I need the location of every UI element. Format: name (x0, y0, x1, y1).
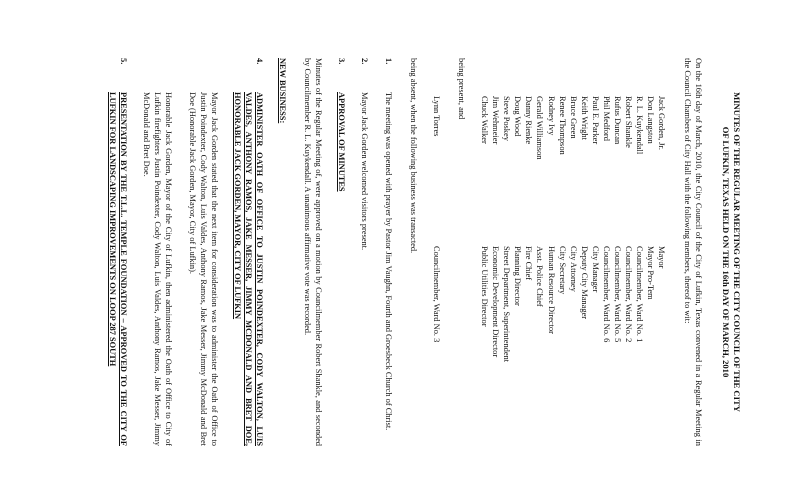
roster-row (634, 96, 645, 362)
item-text: The meeting was opened with prayer by Pastor Jim Vaughn, Fourth and Groesbeck Church of Christ. (383, 92, 393, 431)
roster-row (523, 96, 534, 362)
roster-name: Steve Poskey (502, 96, 512, 141)
roster-title: Mayor (657, 246, 667, 269)
roster-name: Keith Wright (579, 96, 589, 140)
title-line-1: MINUTES OF THE REGULAR MEETING OF THE CITY COUNCIL OF THE CITY (732, 92, 742, 412)
roster-name: Phil Medford (602, 96, 611, 141)
roster-title: Councilmember, Ward No. 1 (635, 246, 645, 343)
item-number: 5. (119, 58, 129, 65)
roster-title: Councilmember, Ward No. 5 (613, 246, 623, 343)
item-4-paragraph-1: Mayor Jack Gorden stated that the next item for consideration was to administer the Oath of Office to Justin Poindexter, Cody Walton, Luis Valdes, Anthony Ramos, Jake Messer, Jimmy McDonald and Bret Doe (Honorable Jack Gorden, Mayor, City of Lufkin). (187, 92, 219, 446)
roster-name: Chuck Walker (479, 96, 489, 144)
absent-note: being absent, when the following business was transacted. (408, 58, 418, 254)
roster-name: Rodney Ivy (546, 96, 556, 136)
roster-title: Human Resource Director (546, 246, 556, 334)
intro-paragraph: On the 16th day of March, 2010, the City Council of the City of Lufkin, Texas convened in a Regular Meeting in the Council Chambers of City Hall with the following members, thereof to wit: (682, 58, 703, 446)
roster-row (612, 96, 623, 362)
agenda-item-4 (232, 58, 265, 446)
absent-row (431, 96, 442, 342)
roster-name: Robert Shankle (624, 96, 634, 148)
absent-name: Lynn Torres (431, 96, 441, 137)
roster-title: Asst. Police Chief (535, 246, 545, 307)
item-4-paragraph-2: Honorable Jack Gorden, Mayor of the City of Lufkin, then administered the Oath of Office to City of Lufkin firefighters Justin Poindexter, Cody Walton, Luis Valdes, Anthony Ramos, Jake Messer, Jimmy McDonald and Bret Doe. (142, 92, 174, 446)
roster-title: Deputy City Manager (579, 246, 589, 320)
item-heading: APPROVAL OF MINUTES (337, 92, 347, 192)
item-heading: ADMINISTER OATH OF OFFICE TO JUSTIN POINDEXTER, CODY WALTON, LUIS VALDES, ANTHONY RAMOS, JAKE MESSER, JIMMY MCDONALD AND BRET DOE, HONORABLE JACK GORDEN, MAYOR, CITY OF LUFKIN (232, 92, 265, 446)
roster-row (656, 96, 667, 362)
quorum-label: being present, and (456, 58, 466, 120)
roster-name: Jim Wehmeier (491, 96, 501, 145)
roster-row (534, 96, 545, 362)
roster-row (579, 96, 590, 362)
roster-name: Renee Thompson (557, 96, 567, 155)
roster-title: Public Utilities Director (479, 246, 489, 327)
roster-row (479, 96, 490, 362)
roster-row (557, 96, 568, 362)
absent-title: Councilmember, Ward No. 3 (431, 246, 441, 343)
roster-row (501, 96, 512, 362)
new-business-heading: NEW BUSINESS: (278, 58, 288, 124)
roster-name: Jack Gorden, Jr. (657, 96, 667, 150)
roster-name: Rufus Duncan (613, 96, 623, 145)
roster-name: Bruce Green (568, 96, 578, 139)
document-title (720, 58, 742, 446)
item-number: 3. (337, 58, 347, 65)
roster-name: R. L. Kuykendall (635, 96, 645, 155)
roster-title: Mayor Pro-Tem (646, 246, 656, 300)
attendee-roster (479, 96, 668, 362)
roster-name: Doug Wood (513, 96, 523, 137)
roster-title: City Secretary (557, 246, 567, 295)
minutes-approval-text: Minutes of the Regular Meeting of, were approved on a motion by Councilmember Robert Shankle, and seconded by Councilmember R. L. Kuykendall. A unanimous affirmative vote was recorded. (303, 58, 324, 446)
roster-row (601, 96, 612, 362)
item-text: Mayor Jack Gorden welcomed visitors present. (360, 92, 370, 251)
roster-row (590, 96, 601, 362)
item-number: 1. (383, 58, 393, 65)
roster-name: Danny Rienke (524, 96, 534, 145)
agenda-item-2 (359, 58, 370, 446)
roster-row (512, 96, 523, 362)
roster-title: Fire Chief (524, 246, 534, 281)
roster-name: Don Langston (646, 96, 656, 144)
roster-title: Councilmember, Ward No. 6 (602, 246, 611, 343)
roster-title: Planning Director (513, 246, 523, 306)
absent-roster (431, 96, 442, 342)
roster-title: City Attorney (568, 246, 578, 292)
roster-row (568, 96, 579, 362)
roster-title: Street Department, Superintendent (502, 246, 512, 363)
roster-title: Councilmember, Ward No. 2 (624, 246, 634, 343)
title-line-2: OF LUFKIN, TEXAS HELD ON THE 16th DAY OF MARCH, 2010 (720, 126, 731, 378)
roster-row (545, 96, 556, 362)
item-heading: PRESENTATION BY THE T.L.L. TEMPLE FOUNDATION – APPROVED TO THE CITY OF LUFKIN FOR LANDSCAPING IMPROVEMENTS ON LOOP 287 SOUTH (108, 92, 129, 446)
item-number: 2. (360, 58, 370, 65)
roster-row (623, 96, 634, 362)
agenda-item-5 (107, 58, 129, 446)
item-number: 4. (255, 58, 265, 65)
roster-title: City Manager (590, 246, 600, 293)
roster-name: Paul E. Parker (590, 96, 600, 145)
agenda-item-1 (383, 58, 394, 446)
agenda-item-3 (336, 58, 347, 446)
roster-row (645, 96, 656, 362)
roster-title: Economic Development Director (491, 246, 501, 358)
roster-name: Gerald Williamson (535, 96, 545, 160)
roster-row (490, 96, 501, 362)
